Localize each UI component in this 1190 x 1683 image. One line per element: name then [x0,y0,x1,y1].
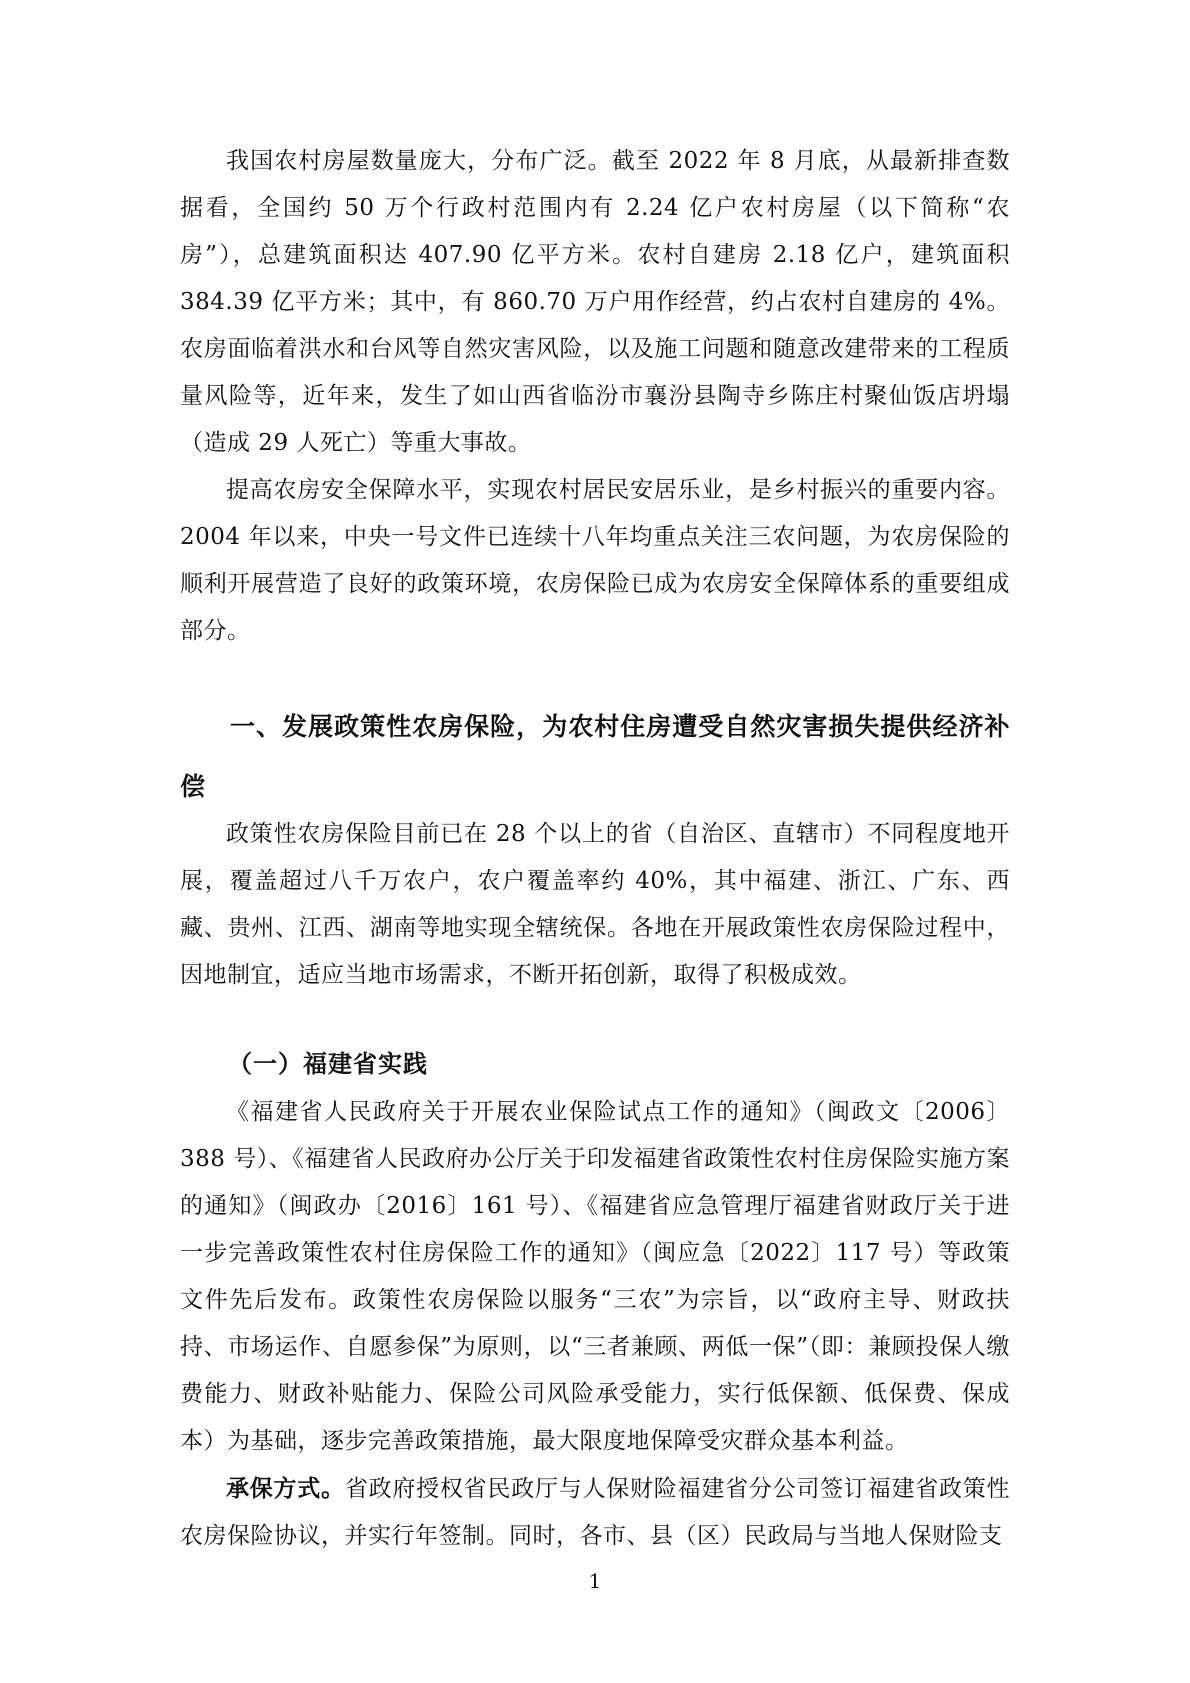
page-number: 1 [588,1569,602,1593]
section-heading-policy-insurance: 一、发展政策性农房保险，为农村住房遭受自然灾害损失提供经济补偿 [180,712,1010,801]
underwriting-method-text: 省政府授权省民政厅与人保财险福建省分公司签订福建省政策性农房保险协议，并实行年签制。同时，各市、县（区）民政局与当地人保财险支 [180,1476,1010,1549]
paragraph-fujian-policies: 《福建省人民政府关于开展农业保险试点工作的通知》（闽政文〔2006〕388 号）、《福建省人民政府办公厅关于印发福建省政策性农村住房保险实施方案的通知》（闽政办〔2016〕161 号）、《福建省应急管理厅福建省财政厅关于进一步完善政策性农村住房保险工作的通知》（闽应急〔2022〕117 号）等政策文件先后发布。政策性农房保险以服务“三农”为宗旨，以“政府主导、财政扶持、市场运作、自愿参保”为原则，以“三者兼顾、两低一保”（即：兼顾投保人缴费能力、财政补贴能力、保险公司风险承受能力，实行低保额、低保费、保成本）为基础，逐步完善政策措施，最大限度地保障受灾群众基本利益。 [180,1099,1010,1454]
paragraph-housing-safety-importance: 提高农房安全保障水平，实现农村居民安居乐业，是乡村振兴的重要内容。2004 年以来，中央一号文件已连续十八年均重点关注三农问题，为农房保险的顺利开展营造了良好的政策环境，农房保险已成为农房安全保障体系的重要组成部分。 [180,477,1010,644]
document-body [180,138,1010,1560]
paragraph-rural-housing-overview: 我国农村房屋数量庞大，分布广泛。截至 2022 年 8 月底，从最新排查数据看，全国约 50 万个行政村范围内有 2.24 亿户农村房屋（以下简称“农房”），总建筑面积达 407.90 亿平方米。农村自建房 2.18 亿户，建筑面积 384.39 亿平方米；其中，有 860.70 万户用作经营，约占农村自建房的 4%。农房面临着洪水和台风等自然灾害风险，以及施工问题和随意改建带来的工程质量风险等，近年来，发生了如山西省临汾市襄汾县陶寺乡陈庄村聚仙饭店坍塌（造成 29 人死亡）等重大事故。 [180,148,1010,456]
underwriting-method-label: 承保方式。 [226,1475,345,1502]
subsection-heading-fujian: （一）福建省实践 [228,1049,428,1078]
paragraph-policy-insurance-coverage: 政策性农房保险目前已在 28 个以上的省（自治区、直辖市）不同程度地开展，覆盖超过八千万农户，农户覆盖率约 40%，其中福建、浙江、广东、西藏、贵州、江西、湖南等地实现全辖统保。各地在开展政策性农房保险过程中，因地制宜，适应当地市场需求，不断开拓创新，取得了积极成效。 [180,821,1010,988]
paragraph-underwriting-method [180,1465,1010,1560]
